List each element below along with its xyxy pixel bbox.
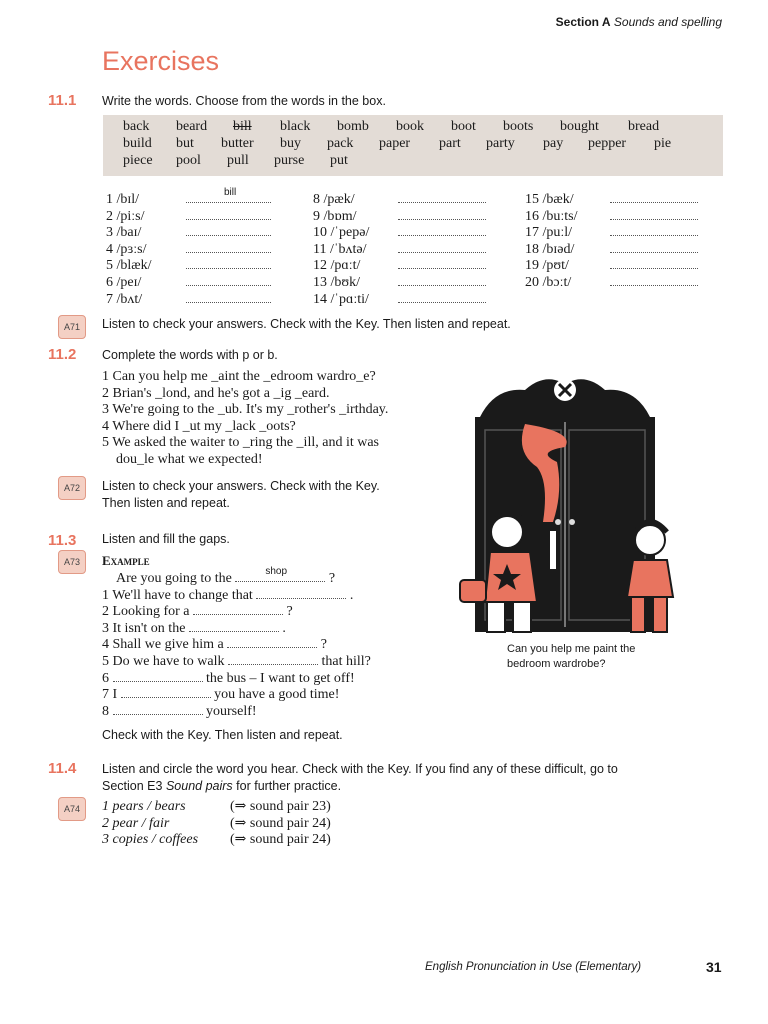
ipa-item: 6 /peɪ/ [106, 273, 286, 290]
exercise-11-4-items [102, 798, 331, 848]
box-word: pie [654, 136, 672, 151]
list-item: 1 We'll have to change that . [102, 587, 354, 603]
audio-track-badge[interactable]: A71 [58, 315, 86, 339]
box-word: back [123, 119, 150, 134]
box-word: pepper [588, 136, 627, 151]
answer-line[interactable] [186, 256, 271, 269]
answer-line[interactable] [398, 223, 486, 236]
ipa-item: 10 /ˈpepə/ [313, 223, 493, 240]
audio-track-badge[interactable]: A72 [58, 476, 86, 500]
box-word: pay [543, 136, 564, 151]
answer-line[interactable] [186, 290, 271, 303]
ipa-item: 9 /bɒm/ [313, 207, 493, 224]
list-item-continued: dou_le what we expected! [116, 451, 263, 467]
ipa-item: 11 /ˈbʌtə/ [313, 240, 493, 257]
box-word: but [176, 136, 194, 151]
audio-track-badge[interactable]: A73 [58, 550, 86, 574]
exercise-11-2-items [102, 369, 388, 469]
list-item: 2 pear / fair (⇒ sound pair 24) [102, 815, 331, 831]
answer-line[interactable] [186, 223, 271, 236]
ipa-item: 5 /blæk/ [106, 256, 286, 273]
ipa-column-1 [106, 187, 286, 307]
ipa-item: 2 /piːs/ [106, 207, 286, 224]
answer-line[interactable] [189, 619, 279, 632]
list-item: 3 copies / coffees (⇒ sound pair 24) [102, 832, 331, 848]
box-word: part [439, 136, 461, 151]
box-word: bomb [337, 119, 369, 134]
list-item: 2 Brian's _lond, and he's got a _ig _eard. [102, 385, 330, 401]
ipa-item: 13 /bʊk/ [313, 273, 493, 290]
example-label: Example [102, 553, 150, 568]
answer-line[interactable] [398, 190, 486, 203]
answer-line[interactable] [398, 290, 486, 303]
answer-line[interactable] [121, 685, 211, 698]
box-word: paper [379, 136, 411, 151]
ipa-column-3 [525, 190, 705, 290]
example-answer: bill [224, 187, 237, 198]
exercise-instruction-11-1: Write the words. Choose from the words in the box. [102, 94, 386, 108]
box-word: bread [628, 119, 660, 134]
ipa-item: 7 /bʌt/ [106, 290, 286, 307]
list-item: 7 I you have a good time! [102, 687, 340, 703]
example-answer: shop [265, 566, 288, 577]
answer-line[interactable] [113, 702, 203, 715]
answer-line[interactable] [193, 602, 283, 615]
ipa-item: 18 /bɪəd/ [525, 240, 705, 257]
answer-line[interactable] [398, 240, 486, 253]
answer-line[interactable] [186, 207, 271, 220]
ipa-item: 4 /pɜːs/ [106, 240, 286, 257]
answer-line[interactable] [235, 566, 325, 582]
box-word: bought [560, 119, 599, 134]
list-item: 1 Can you help me _aint the _edroom wardro_e? [102, 369, 376, 384]
wardrobe-illustration [445, 362, 685, 642]
list-item: 5 Do we have to walk that hill? [102, 653, 371, 669]
answer-line[interactable] [227, 635, 317, 648]
answer-line[interactable] [398, 256, 486, 269]
box-word: put [330, 153, 348, 168]
exercise-11-3-items [102, 566, 371, 719]
exercise-number-11-1: 11.1 [48, 92, 77, 109]
answer-line[interactable] [186, 273, 271, 286]
list-item: 4 Where did I _ut my _lack _oots? [102, 418, 296, 434]
audio-track-badge[interactable]: A74 [58, 797, 86, 821]
answer-line[interactable] [113, 669, 203, 682]
answer-line[interactable] [186, 240, 271, 253]
list-item: 2 Looking for a ? [102, 604, 293, 620]
box-word: boots [503, 119, 534, 134]
ipa-item: 19 /pʊt/ [525, 256, 705, 273]
box-word: black [280, 119, 311, 134]
box-word: pull [227, 153, 249, 168]
ipa-item: 20 /bɔːt/ [525, 273, 705, 290]
answer-line[interactable] [256, 586, 346, 599]
list-item: 1 pears / bears (⇒ sound pair 23) [102, 799, 331, 814]
answer-line[interactable] [398, 273, 486, 286]
sound-pairs-link[interactable]: Sound pairs [165, 779, 233, 793]
box-word: pool [176, 153, 201, 168]
list-item: 8 yourself! [102, 703, 257, 719]
answer-line[interactable] [610, 256, 698, 269]
exercise-instruction-11-2: Complete the words with p or b. [102, 348, 278, 362]
box-word: beard [176, 119, 208, 134]
answer-line[interactable] [398, 207, 486, 220]
list-item: 3 We're going to the _ub. It's my _rother's _irthday. [102, 402, 389, 418]
listen-instruction: Listen to check your answers. Check with the Key. Then listen and repeat. [102, 317, 511, 331]
exercise-number-11-2: 11.2 [48, 346, 77, 363]
listen-instruction: Listen to check your answers. Check with the Key. Then listen and repeat. [102, 479, 380, 510]
header-topic: Sounds and spelling [613, 15, 722, 29]
box-word: pack [327, 136, 354, 151]
list-item: 6 the bus – I want to get off! [102, 670, 355, 686]
answer-line[interactable] [610, 190, 698, 203]
ipa-item: 8 /pæk/ [313, 190, 493, 207]
box-word: party [486, 136, 515, 151]
header-section: Section A [555, 15, 611, 29]
answer-line[interactable] [610, 273, 698, 286]
box-word: purse [274, 153, 305, 168]
answer-line[interactable] [610, 207, 698, 220]
page-header [556, 15, 722, 29]
ipa-item: 14 /ˈpɑːti/ [313, 290, 493, 307]
ipa-column-2 [313, 190, 493, 306]
exercise-number-11-4: 11.4 [48, 760, 77, 777]
box-word-crossed: bill [233, 119, 252, 134]
exercise-instruction-11-4: Listen and circle the word you hear. Check with the Key. If you find any of these difficult, go to Section E3 Sound pairs for further practice. [102, 762, 618, 793]
answer-line[interactable] [228, 652, 318, 665]
ipa-item: 1 /bɪl/ bill [106, 190, 286, 207]
example-sentence: Are you going to the shop ? [116, 566, 336, 586]
answer-line[interactable] [186, 187, 271, 203]
word-box [103, 115, 723, 176]
box-word: piece [123, 153, 153, 168]
answer-line[interactable] [610, 223, 698, 236]
illustration-caption: Can you help me paint the bedroom wardrobe? [507, 643, 636, 670]
exercise-instruction-11-3: Listen and fill the gaps. [102, 532, 230, 546]
check-instruction: Check with the Key. Then listen and repeat. [102, 728, 343, 742]
list-item: 5 We asked the waiter to _ring the _ill, and it was [102, 435, 379, 451]
box-word: build [123, 136, 152, 151]
ipa-item: 12 /pɑːt/ [313, 256, 493, 273]
box-word: butter [221, 136, 254, 151]
list-item: 4 Shall we give him a ? [102, 637, 327, 653]
ipa-item: 3 /baɪ/ [106, 223, 286, 240]
page-number: 31 [706, 959, 722, 975]
ipa-item: 17 /puːl/ [525, 223, 705, 240]
list-item: 3 It isn't on the . [102, 620, 286, 636]
box-word: book [396, 119, 424, 134]
page-title: Exercises [102, 46, 220, 76]
box-word: boot [451, 119, 476, 134]
ipa-item: 15 /bæk/ [525, 190, 705, 207]
exercise-number-11-3: 11.3 [48, 532, 77, 549]
answer-line[interactable] [610, 240, 698, 253]
book-title-footer: English Pronunciation in Use (Elementary) [425, 961, 642, 973]
ipa-item: 16 /buːts/ [525, 207, 705, 224]
box-word: buy [280, 136, 301, 151]
